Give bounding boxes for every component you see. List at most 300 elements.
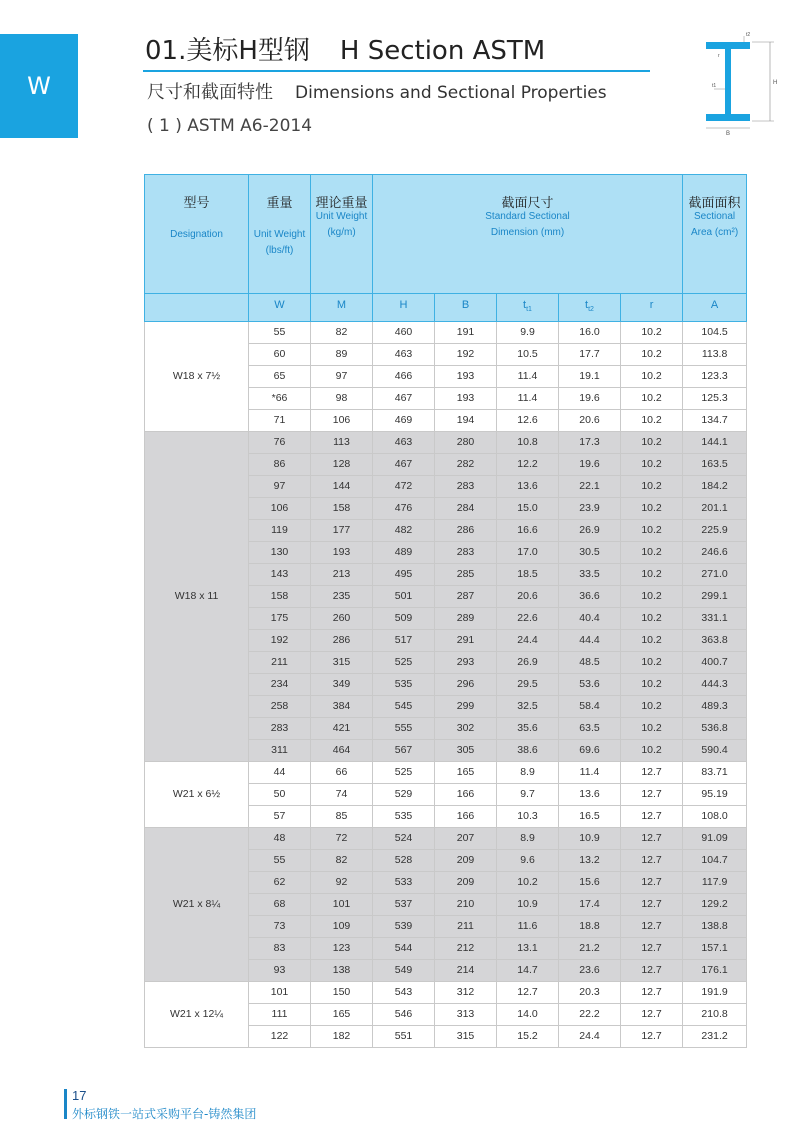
cell-a: 225.9 bbox=[683, 520, 747, 542]
cell-h: 529 bbox=[373, 784, 435, 806]
cell-m: 128 bbox=[311, 454, 373, 476]
cell-m: 213 bbox=[311, 564, 373, 586]
cell-a: 138.8 bbox=[683, 916, 747, 938]
cell-a: 91.09 bbox=[683, 828, 747, 850]
cell-r: 12.7 bbox=[621, 916, 683, 938]
cell-m: 101 bbox=[311, 894, 373, 916]
cell-m: 315 bbox=[311, 652, 373, 674]
cell-w: 119 bbox=[249, 520, 311, 542]
cell-h: 467 bbox=[373, 388, 435, 410]
cell-t2: 13.6 bbox=[559, 784, 621, 806]
subheader-h: H bbox=[373, 294, 435, 322]
cell-r: 10.2 bbox=[621, 344, 683, 366]
cell-h: 546 bbox=[373, 1004, 435, 1026]
cell-m: 144 bbox=[311, 476, 373, 498]
subtitle-zh: 尺寸和截面特性 bbox=[147, 82, 273, 103]
cell-h: 544 bbox=[373, 938, 435, 960]
subheader-a: A bbox=[683, 294, 747, 322]
cell-t1: 26.9 bbox=[497, 652, 559, 674]
cell-b: 209 bbox=[435, 872, 497, 894]
cell-a: 331.1 bbox=[683, 608, 747, 630]
cell-r: 12.7 bbox=[621, 1026, 683, 1048]
cell-h: 476 bbox=[373, 498, 435, 520]
cell-m: 235 bbox=[311, 586, 373, 608]
cell-t1: 9.6 bbox=[497, 850, 559, 872]
cell-a: 123.3 bbox=[683, 366, 747, 388]
cell-r: 12.7 bbox=[621, 960, 683, 982]
cell-h: 545 bbox=[373, 696, 435, 718]
cell-a: 231.2 bbox=[683, 1026, 747, 1048]
cell-r: 10.2 bbox=[621, 322, 683, 344]
cell-r: 10.2 bbox=[621, 608, 683, 630]
cell-t2: 18.8 bbox=[559, 916, 621, 938]
designation-cell: W21 x 6½ bbox=[145, 762, 249, 828]
cell-w: 122 bbox=[249, 1026, 311, 1048]
cell-w: 48 bbox=[249, 828, 311, 850]
cell-r: 12.7 bbox=[621, 828, 683, 850]
cell-t1: 12.6 bbox=[497, 410, 559, 432]
cell-b: 286 bbox=[435, 520, 497, 542]
cell-m: 286 bbox=[311, 630, 373, 652]
cell-a: 104.5 bbox=[683, 322, 747, 344]
cell-m: 85 bbox=[311, 806, 373, 828]
cell-r: 10.2 bbox=[621, 696, 683, 718]
cell-h: 539 bbox=[373, 916, 435, 938]
table-row bbox=[145, 982, 747, 1004]
cell-r: 10.2 bbox=[621, 410, 683, 432]
cell-w: 101 bbox=[249, 982, 311, 1004]
subtitle-en: Dimensions and Sectional Properties bbox=[295, 83, 607, 103]
cell-r: 10.2 bbox=[621, 740, 683, 762]
cell-w: 143 bbox=[249, 564, 311, 586]
cell-a: 201.1 bbox=[683, 498, 747, 520]
cell-t2: 26.9 bbox=[559, 520, 621, 542]
cell-t1: 13.6 bbox=[497, 476, 559, 498]
cell-t2: 24.4 bbox=[559, 1026, 621, 1048]
cell-t2: 15.6 bbox=[559, 872, 621, 894]
cell-t2: 16.0 bbox=[559, 322, 621, 344]
cell-t1: 22.6 bbox=[497, 608, 559, 630]
cell-r: 10.2 bbox=[621, 564, 683, 586]
cell-r: 10.2 bbox=[621, 674, 683, 696]
cell-a: 210.8 bbox=[683, 1004, 747, 1026]
header-unit-weight: 重量 Unit Weight (lbs/ft) bbox=[249, 175, 311, 294]
cell-w: 258 bbox=[249, 696, 311, 718]
label-H: H bbox=[773, 80, 778, 86]
cell-h: 482 bbox=[373, 520, 435, 542]
cell-h: 535 bbox=[373, 674, 435, 696]
cell-a: 129.2 bbox=[683, 894, 747, 916]
cell-w: 73 bbox=[249, 916, 311, 938]
cell-r: 12.7 bbox=[621, 938, 683, 960]
cell-t2: 30.5 bbox=[559, 542, 621, 564]
cell-a: 157.1 bbox=[683, 938, 747, 960]
cell-b: 207 bbox=[435, 828, 497, 850]
cell-t2: 48.5 bbox=[559, 652, 621, 674]
cell-t2: 10.9 bbox=[559, 828, 621, 850]
cell-h: 543 bbox=[373, 982, 435, 1004]
cell-t1: 8.9 bbox=[497, 762, 559, 784]
cell-w: 86 bbox=[249, 454, 311, 476]
cell-m: 82 bbox=[311, 322, 373, 344]
cell-m: 82 bbox=[311, 850, 373, 872]
table-row bbox=[145, 322, 747, 344]
cell-t2: 36.6 bbox=[559, 586, 621, 608]
cell-w: 55 bbox=[249, 322, 311, 344]
cell-m: 98 bbox=[311, 388, 373, 410]
cell-t1: 8.9 bbox=[497, 828, 559, 850]
subheader-w: W bbox=[249, 294, 311, 322]
subheader-t2: $t_{t2}$ bbox=[559, 294, 621, 322]
label-t2: t2 bbox=[746, 32, 751, 38]
cell-w: 283 bbox=[249, 718, 311, 740]
cell-m: 193 bbox=[311, 542, 373, 564]
cell-t2: 13.2 bbox=[559, 850, 621, 872]
cell-t2: 19.1 bbox=[559, 366, 621, 388]
header-designation-blank bbox=[145, 294, 249, 322]
cell-h: 501 bbox=[373, 586, 435, 608]
h-beam-diagram bbox=[700, 26, 790, 136]
cell-m: 158 bbox=[311, 498, 373, 520]
cell-b: 209 bbox=[435, 850, 497, 872]
cell-a: 363.8 bbox=[683, 630, 747, 652]
cell-w: 130 bbox=[249, 542, 311, 564]
cell-a: 400.7 bbox=[683, 652, 747, 674]
cell-m: 384 bbox=[311, 696, 373, 718]
cell-t2: 20.3 bbox=[559, 982, 621, 1004]
table-row bbox=[145, 762, 747, 784]
header-row bbox=[145, 175, 747, 294]
spec-table-body bbox=[145, 322, 747, 1048]
cell-h: 555 bbox=[373, 718, 435, 740]
cell-b: 283 bbox=[435, 476, 497, 498]
page-title bbox=[145, 30, 545, 67]
cell-t1: 10.5 bbox=[497, 344, 559, 366]
cell-h: 463 bbox=[373, 344, 435, 366]
cell-h: 551 bbox=[373, 1026, 435, 1048]
cell-t2: 23.6 bbox=[559, 960, 621, 982]
label-t1: t1 bbox=[712, 83, 717, 89]
designation-cell: W21 x 8¼ bbox=[145, 828, 249, 982]
cell-r: 12.7 bbox=[621, 872, 683, 894]
cell-a: 536.8 bbox=[683, 718, 747, 740]
cell-w: 93 bbox=[249, 960, 311, 982]
cell-t1: 15.2 bbox=[497, 1026, 559, 1048]
cell-w: 97 bbox=[249, 476, 311, 498]
cell-b: 299 bbox=[435, 696, 497, 718]
cell-b: 305 bbox=[435, 740, 497, 762]
cell-h: 472 bbox=[373, 476, 435, 498]
table-row bbox=[145, 828, 747, 850]
cell-a: 104.7 bbox=[683, 850, 747, 872]
cell-m: 89 bbox=[311, 344, 373, 366]
cell-r: 12.7 bbox=[621, 894, 683, 916]
cell-m: 97 bbox=[311, 366, 373, 388]
cell-a: 163.5 bbox=[683, 454, 747, 476]
cell-m: 165 bbox=[311, 1004, 373, 1026]
cell-t1: 15.0 bbox=[497, 498, 559, 520]
cell-b: 312 bbox=[435, 982, 497, 1004]
page-title-zh: 01.美标H型钢 bbox=[145, 36, 310, 66]
cell-t2: 58.4 bbox=[559, 696, 621, 718]
cell-t1: 10.2 bbox=[497, 872, 559, 894]
cell-m: 260 bbox=[311, 608, 373, 630]
cell-t1: 29.5 bbox=[497, 674, 559, 696]
page-title-en: H Section ASTM bbox=[339, 36, 546, 66]
cell-t1: 14.7 bbox=[497, 960, 559, 982]
cell-b: 211 bbox=[435, 916, 497, 938]
cell-w: 62 bbox=[249, 872, 311, 894]
cell-r: 10.2 bbox=[621, 432, 683, 454]
cell-h: 533 bbox=[373, 872, 435, 894]
cell-a: 95.19 bbox=[683, 784, 747, 806]
cell-r: 10.2 bbox=[621, 454, 683, 476]
cell-m: 182 bbox=[311, 1026, 373, 1048]
cell-t2: 44.4 bbox=[559, 630, 621, 652]
cell-a: 144.1 bbox=[683, 432, 747, 454]
cell-h: 525 bbox=[373, 762, 435, 784]
cell-h: 537 bbox=[373, 894, 435, 916]
cell-r: 10.2 bbox=[621, 388, 683, 410]
header-section-area: 截面面积 Sectional Area (cm²) bbox=[683, 175, 747, 294]
cell-a: 489.3 bbox=[683, 696, 747, 718]
subheader-r: r bbox=[621, 294, 683, 322]
cell-m: 150 bbox=[311, 982, 373, 1004]
cell-b: 284 bbox=[435, 498, 497, 520]
cell-a: 176.1 bbox=[683, 960, 747, 982]
cell-w: 76 bbox=[249, 432, 311, 454]
cell-h: 495 bbox=[373, 564, 435, 586]
cell-t2: 22.1 bbox=[559, 476, 621, 498]
cell-t1: 13.1 bbox=[497, 938, 559, 960]
cell-w: 50 bbox=[249, 784, 311, 806]
subheader-t1: $t_{t1}$ bbox=[497, 294, 559, 322]
cell-a: 246.6 bbox=[683, 542, 747, 564]
cell-r: 10.2 bbox=[621, 520, 683, 542]
subheader-b: B bbox=[435, 294, 497, 322]
cell-t1: 10.3 bbox=[497, 806, 559, 828]
cell-h: 460 bbox=[373, 322, 435, 344]
cell-b: 285 bbox=[435, 564, 497, 586]
cell-a: 134.7 bbox=[683, 410, 747, 432]
cell-w: 175 bbox=[249, 608, 311, 630]
footer-text: 外标钢铁一站式采购平台-铸然集团 bbox=[72, 1107, 257, 1121]
cell-w: 71 bbox=[249, 410, 311, 432]
cell-r: 10.2 bbox=[621, 652, 683, 674]
cell-h: 466 bbox=[373, 366, 435, 388]
cell-r: 10.2 bbox=[621, 498, 683, 520]
cell-r: 10.2 bbox=[621, 476, 683, 498]
top-flange bbox=[706, 42, 750, 49]
cell-r: 12.7 bbox=[621, 982, 683, 1004]
cell-m: 106 bbox=[311, 410, 373, 432]
cell-h: 525 bbox=[373, 652, 435, 674]
cell-t2: 22.2 bbox=[559, 1004, 621, 1026]
designation-cell: W21 x 12¼ bbox=[145, 982, 249, 1048]
cell-b: 282 bbox=[435, 454, 497, 476]
cell-b: 192 bbox=[435, 344, 497, 366]
cell-b: 296 bbox=[435, 674, 497, 696]
label-r: r bbox=[718, 53, 720, 59]
cell-b: 287 bbox=[435, 586, 497, 608]
cell-b: 191 bbox=[435, 322, 497, 344]
cell-h: 524 bbox=[373, 828, 435, 850]
cell-t1: 16.6 bbox=[497, 520, 559, 542]
cell-t2: 63.5 bbox=[559, 718, 621, 740]
cell-t1: 12.2 bbox=[497, 454, 559, 476]
cell-a: 191.9 bbox=[683, 982, 747, 1004]
cell-t2: 69.6 bbox=[559, 740, 621, 762]
cell-t1: 32.5 bbox=[497, 696, 559, 718]
page-subtitle bbox=[147, 78, 607, 104]
cell-m: 349 bbox=[311, 674, 373, 696]
cell-m: 66 bbox=[311, 762, 373, 784]
cell-b: 289 bbox=[435, 608, 497, 630]
cell-a: 108.0 bbox=[683, 806, 747, 828]
cell-w: 211 bbox=[249, 652, 311, 674]
cell-h: 528 bbox=[373, 850, 435, 872]
cell-r: 10.2 bbox=[621, 542, 683, 564]
cell-w: 111 bbox=[249, 1004, 311, 1026]
subheader-row bbox=[145, 294, 747, 322]
cell-b: 302 bbox=[435, 718, 497, 740]
label-B: B bbox=[726, 131, 731, 136]
cell-a: 444.3 bbox=[683, 674, 747, 696]
cell-h: 489 bbox=[373, 542, 435, 564]
cell-w: 60 bbox=[249, 344, 311, 366]
cell-r: 12.7 bbox=[621, 762, 683, 784]
cell-t2: 53.6 bbox=[559, 674, 621, 696]
cell-t1: 20.6 bbox=[497, 586, 559, 608]
cell-r: 10.2 bbox=[621, 718, 683, 740]
table-row bbox=[145, 432, 747, 454]
cell-t2: 40.4 bbox=[559, 608, 621, 630]
cell-t2: 20.6 bbox=[559, 410, 621, 432]
cell-h: 509 bbox=[373, 608, 435, 630]
cell-m: 74 bbox=[311, 784, 373, 806]
cell-t1: 14.0 bbox=[497, 1004, 559, 1026]
cell-t1: 10.8 bbox=[497, 432, 559, 454]
cell-w: *66 bbox=[249, 388, 311, 410]
cell-r: 12.7 bbox=[621, 784, 683, 806]
cell-b: 194 bbox=[435, 410, 497, 432]
cell-b: 165 bbox=[435, 762, 497, 784]
page-number: 17 bbox=[72, 1088, 87, 1103]
cell-h: 467 bbox=[373, 454, 435, 476]
header-theory-weight: 理论重量 Unit Weight (kg/m) bbox=[311, 175, 373, 294]
cell-m: 72 bbox=[311, 828, 373, 850]
cell-a: 184.2 bbox=[683, 476, 747, 498]
spec-table bbox=[144, 174, 747, 1048]
cell-h: 535 bbox=[373, 806, 435, 828]
cell-a: 299.1 bbox=[683, 586, 747, 608]
cell-w: 158 bbox=[249, 586, 311, 608]
cell-h: 463 bbox=[373, 432, 435, 454]
cell-t1: 18.5 bbox=[497, 564, 559, 586]
cell-m: 177 bbox=[311, 520, 373, 542]
cell-t2: 19.6 bbox=[559, 454, 621, 476]
cell-m: 138 bbox=[311, 960, 373, 982]
cell-w: 44 bbox=[249, 762, 311, 784]
cell-t1: 11.4 bbox=[497, 388, 559, 410]
cell-t2: 19.6 bbox=[559, 388, 621, 410]
cell-t2: 17.3 bbox=[559, 432, 621, 454]
section-tab: W bbox=[0, 34, 78, 138]
cell-b: 283 bbox=[435, 542, 497, 564]
cell-b: 193 bbox=[435, 388, 497, 410]
header-section-dimension: 截面尺寸 Standard Sectional Dimension (mm) bbox=[373, 175, 683, 294]
cell-b: 291 bbox=[435, 630, 497, 652]
cell-t1: 11.6 bbox=[497, 916, 559, 938]
cell-b: 166 bbox=[435, 806, 497, 828]
cell-a: 590.4 bbox=[683, 740, 747, 762]
cell-b: 313 bbox=[435, 1004, 497, 1026]
designation-cell: W18 x 11 bbox=[145, 432, 249, 762]
cell-t2: 23.9 bbox=[559, 498, 621, 520]
cell-t2: 17.7 bbox=[559, 344, 621, 366]
bottom-flange bbox=[706, 114, 750, 121]
cell-m: 113 bbox=[311, 432, 373, 454]
cell-t1: 9.9 bbox=[497, 322, 559, 344]
cell-m: 92 bbox=[311, 872, 373, 894]
standard-label: ( 1 ) ASTM A6-2014 bbox=[147, 116, 313, 136]
cell-m: 464 bbox=[311, 740, 373, 762]
cell-a: 83.71 bbox=[683, 762, 747, 784]
cell-t1: 12.7 bbox=[497, 982, 559, 1004]
cell-w: 106 bbox=[249, 498, 311, 520]
cell-a: 125.3 bbox=[683, 388, 747, 410]
cell-a: 271.0 bbox=[683, 564, 747, 586]
cell-w: 68 bbox=[249, 894, 311, 916]
cell-w: 83 bbox=[249, 938, 311, 960]
cell-r: 12.7 bbox=[621, 1004, 683, 1026]
cell-w: 311 bbox=[249, 740, 311, 762]
cell-b: 212 bbox=[435, 938, 497, 960]
title-divider bbox=[143, 70, 650, 72]
cell-h: 549 bbox=[373, 960, 435, 982]
cell-t1: 17.0 bbox=[497, 542, 559, 564]
subheader-m: M bbox=[311, 294, 373, 322]
cell-w: 57 bbox=[249, 806, 311, 828]
cell-t2: 11.4 bbox=[559, 762, 621, 784]
cell-t1: 24.4 bbox=[497, 630, 559, 652]
cell-t1: 11.4 bbox=[497, 366, 559, 388]
cell-m: 421 bbox=[311, 718, 373, 740]
cell-r: 10.2 bbox=[621, 586, 683, 608]
cell-w: 192 bbox=[249, 630, 311, 652]
designation-cell: W18 x 7½ bbox=[145, 322, 249, 432]
cell-t2: 16.5 bbox=[559, 806, 621, 828]
cell-w: 55 bbox=[249, 850, 311, 872]
cell-w: 234 bbox=[249, 674, 311, 696]
cell-b: 166 bbox=[435, 784, 497, 806]
header-designation: 型号 Designation bbox=[145, 175, 249, 294]
cell-t2: 33.5 bbox=[559, 564, 621, 586]
cell-h: 567 bbox=[373, 740, 435, 762]
cell-b: 280 bbox=[435, 432, 497, 454]
cell-b: 193 bbox=[435, 366, 497, 388]
cell-w: 65 bbox=[249, 366, 311, 388]
web bbox=[725, 49, 731, 114]
cell-b: 293 bbox=[435, 652, 497, 674]
cell-t2: 17.4 bbox=[559, 894, 621, 916]
cell-h: 517 bbox=[373, 630, 435, 652]
cell-r: 12.7 bbox=[621, 850, 683, 872]
cell-r: 12.7 bbox=[621, 806, 683, 828]
cell-b: 214 bbox=[435, 960, 497, 982]
cell-r: 10.2 bbox=[621, 630, 683, 652]
footer-accent-bar bbox=[64, 1089, 67, 1119]
